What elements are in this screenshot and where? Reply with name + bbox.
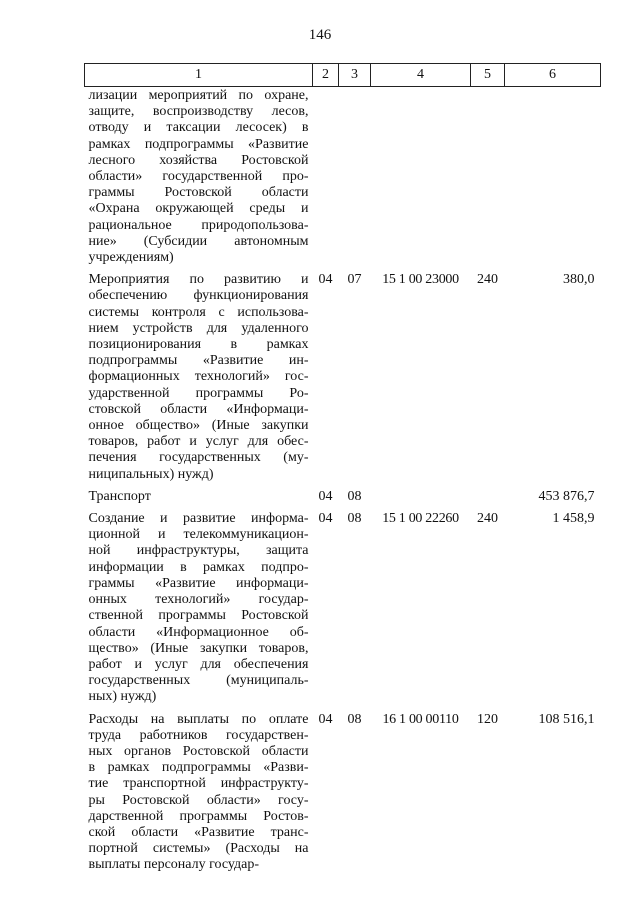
amount-value xyxy=(505,87,601,267)
subsection-code: 08 xyxy=(347,711,362,727)
description-line: граммы «Развитие информаци- xyxy=(88,575,309,591)
description-line: стовской области «Информаци- xyxy=(88,401,309,417)
page-number: 146 xyxy=(308,27,332,43)
table-row xyxy=(85,272,601,483)
description-line: щество» (Иные закупки товаров, xyxy=(88,640,309,656)
description-line: отводу и таксации лесосек) в xyxy=(88,120,309,136)
row-description xyxy=(85,511,313,705)
expense-type-code: 240 xyxy=(477,511,498,527)
description-line: тие транспортной инфраструкту- xyxy=(88,776,309,792)
description-line: учреждениям) xyxy=(88,250,174,266)
target-article-code: 16 1 00 00110 xyxy=(382,711,459,727)
description-line: дарственной программы Ростов- xyxy=(88,808,309,824)
description-line: рамках подпрограммы «Развитие xyxy=(88,136,309,152)
description-line: рациональное природопользова- xyxy=(88,217,309,233)
expense-type-code xyxy=(471,87,505,267)
row-description xyxy=(85,272,313,483)
target-article-code: 15 1 00 23000 xyxy=(382,272,459,288)
section-code: 04 xyxy=(318,711,333,727)
description-line: товаров, работ и услуг для обес- xyxy=(88,434,309,450)
description-line: ных) нужд) xyxy=(88,689,157,705)
amount-value: 453 876,7 xyxy=(538,488,595,504)
amount-value: 108 516,1 xyxy=(538,711,595,727)
description-line: Расходы на выплаты по оплате xyxy=(88,711,309,727)
budget-table xyxy=(84,63,601,874)
section-code xyxy=(313,87,339,267)
description-line: Создание и развитие информа- xyxy=(88,511,309,527)
description-line: ской области «Развитие транс- xyxy=(88,824,309,840)
description-line: информации в рамках подпро- xyxy=(88,559,309,575)
target-article-code xyxy=(371,87,471,267)
subsection-code: 08 xyxy=(347,488,362,504)
description-line: в рамках подпрограммы «Разви- xyxy=(88,760,309,776)
description-line: защите, воспроизводству лесов, xyxy=(88,104,309,120)
amount-value: 380,0 xyxy=(563,272,595,288)
header-col-4: 4 xyxy=(371,64,471,87)
description-line: портной системы» (Расходы на xyxy=(88,841,309,857)
description-line: онных технологий» государ- xyxy=(88,592,309,608)
description-line: системы контроля с использова- xyxy=(88,304,309,320)
target-article-code: 15 1 00 22260 xyxy=(382,511,459,527)
section-code: 04 xyxy=(318,272,333,288)
table-row xyxy=(85,489,601,505)
expense-type-code xyxy=(471,489,505,505)
description-line: нием устройств для удаленного xyxy=(88,320,309,336)
table-row xyxy=(85,511,601,705)
row-description xyxy=(85,87,313,267)
row-description xyxy=(85,712,313,874)
description-line: области «Информационное об- xyxy=(88,624,309,640)
header-col-6: 6 xyxy=(505,64,601,87)
description-line: лесного хозяйства Ростовской xyxy=(88,152,309,168)
description-line: ной инфраструктуры, защита xyxy=(88,543,309,559)
description-line: Транспорт xyxy=(88,488,151,504)
description-line: ниципальных) нужд) xyxy=(88,466,214,482)
subsection-code: 08 xyxy=(347,511,362,527)
description-line: Мероприятия по развитию и xyxy=(88,272,309,288)
subsection-code xyxy=(339,87,371,267)
description-line: ние» (Субсидии автономным xyxy=(88,233,309,249)
header-col-5: 5 xyxy=(471,64,505,87)
description-line: позиционирования в рамках xyxy=(88,337,309,353)
description-line: «Охрана окружающей среды и xyxy=(88,201,309,217)
description-line: формационных технологий» гос- xyxy=(88,369,309,385)
description-line: ных органов Ростовской области xyxy=(88,743,309,759)
table-header-row xyxy=(85,64,601,87)
row-description xyxy=(85,489,313,505)
description-line: ственной программы Ростовской xyxy=(88,608,309,624)
expense-type-code: 240 xyxy=(477,272,498,288)
section-code: 04 xyxy=(318,511,333,527)
description-line: подпрограммы «Развитие ин- xyxy=(88,353,309,369)
description-line: лизации мероприятий по охране, xyxy=(88,88,309,103)
description-line: области» государственной про- xyxy=(88,169,309,185)
description-line: ударственной программы Ро- xyxy=(88,385,309,401)
header-col-1: 1 xyxy=(85,64,313,87)
amount-value: 1 458,9 xyxy=(552,511,595,527)
table-body xyxy=(85,87,601,874)
table-row xyxy=(85,712,601,874)
description-line: онное общество» (Иные закупки xyxy=(88,418,309,434)
target-article-code xyxy=(371,489,471,505)
header-col-3: 3 xyxy=(339,64,371,87)
description-line: ры Ростовской области» госу- xyxy=(88,792,309,808)
description-line: ционной и телекоммуникацион- xyxy=(88,527,309,543)
description-line: государственных (муниципаль- xyxy=(88,673,309,689)
description-line: печения государственных (му- xyxy=(88,450,309,466)
table-row xyxy=(85,87,601,267)
description-line: выплаты персоналу государ- xyxy=(88,857,259,873)
header-col-2: 2 xyxy=(313,64,339,87)
description-line: работ и услуг для обеспечения xyxy=(88,656,309,672)
description-line: граммы Ростовской области xyxy=(88,185,309,201)
subsection-code: 07 xyxy=(347,272,362,288)
description-line: обеспечению функционирования xyxy=(88,288,309,304)
expense-type-code: 120 xyxy=(477,711,498,727)
section-code: 04 xyxy=(318,488,333,504)
description-line: труда работников государствен- xyxy=(88,727,309,743)
